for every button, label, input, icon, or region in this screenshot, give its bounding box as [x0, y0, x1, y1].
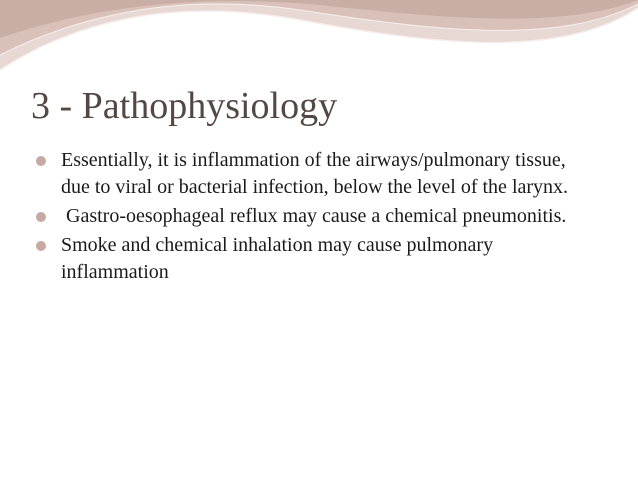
- bullet-item: [31, 147, 591, 201]
- slide-title: 3 - Pathophysiology: [31, 85, 338, 127]
- bullet-dot-icon: [36, 241, 46, 251]
- bullet-text: Essentially, it is inflammation of the airways/pulmonary tissue, due to viral or bacterial infection, below the level of the larynx.: [61, 149, 569, 198]
- bullet-item: [31, 232, 591, 286]
- bullet-dot-icon: [36, 212, 46, 222]
- bullet-text: Gastro-oesophageal reflux may cause a chemical pneumonitis.: [61, 205, 567, 227]
- bullet-list: [31, 147, 591, 288]
- bullet-dot-icon: [36, 156, 46, 166]
- bullet-item: [31, 203, 591, 230]
- bullet-text: Smoke and chemical inhalation may cause pulmonary inflammation: [61, 234, 494, 283]
